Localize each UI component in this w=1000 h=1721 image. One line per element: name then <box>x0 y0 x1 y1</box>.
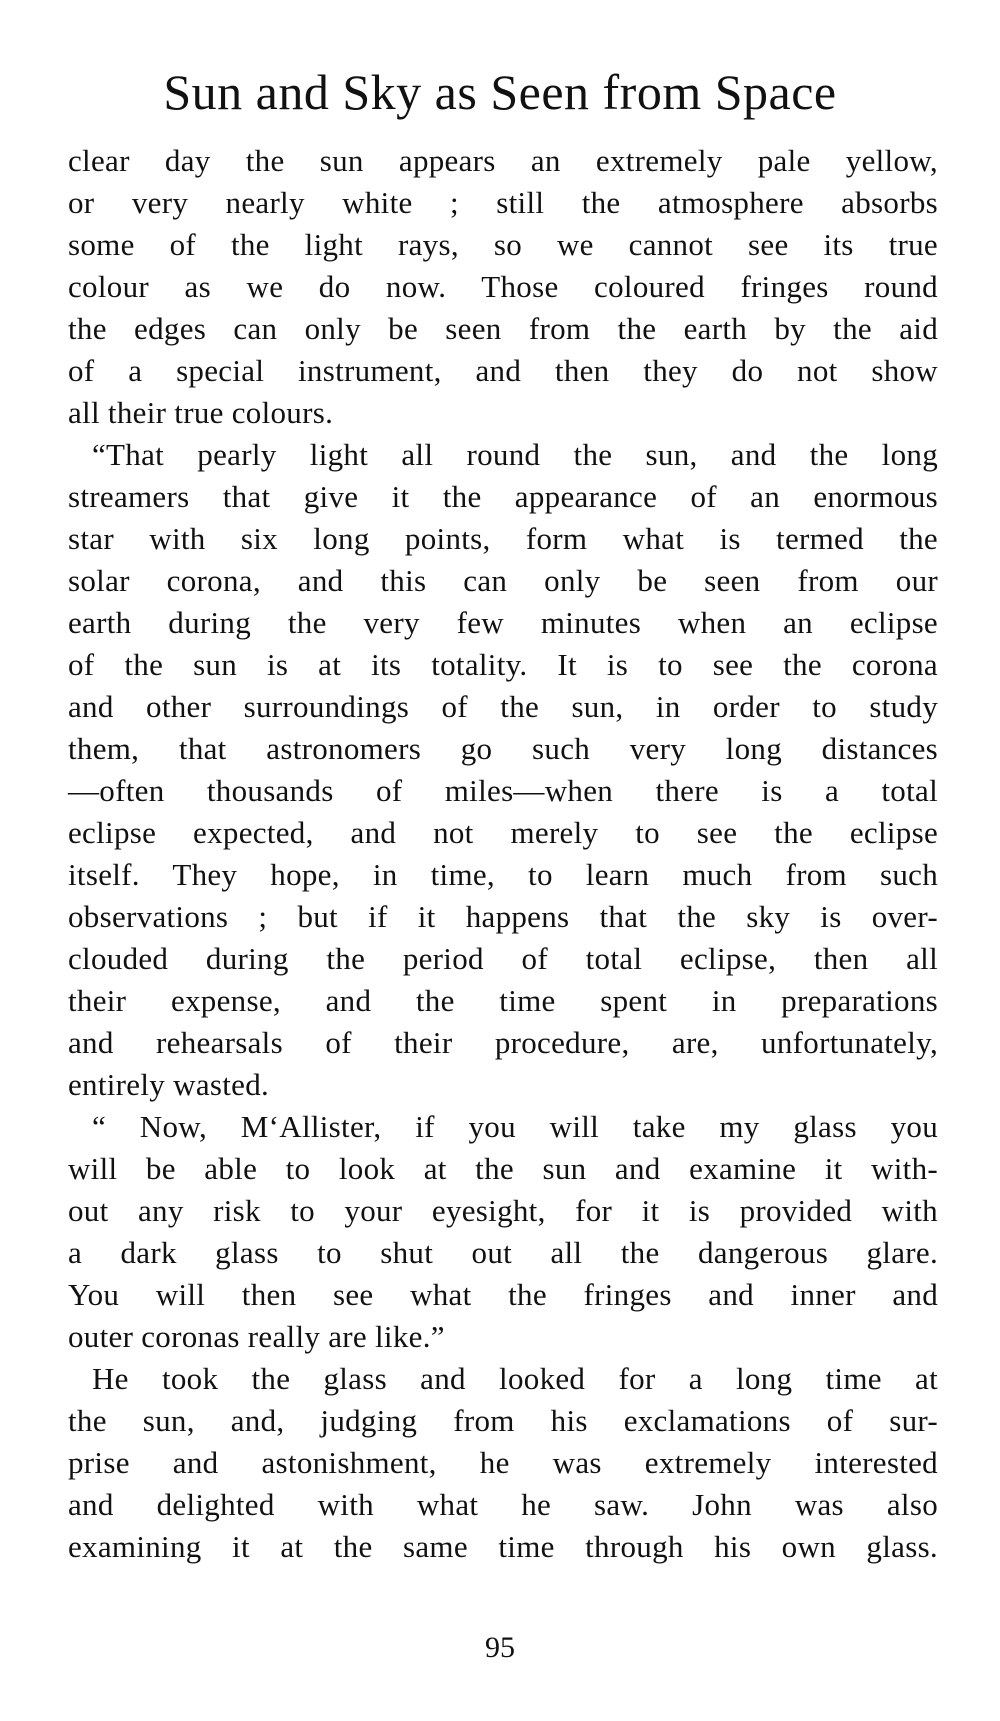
text-line: He took the glass and looked for a long time at <box>92 1361 938 1396</box>
running-head: Sun and Sky as Seen from Space <box>163 64 837 120</box>
text-line: eclipse expected, and not merely to see the eclipse <box>68 815 938 850</box>
text-line: “ Now, M‘Allister, if you will take my glass you <box>92 1109 938 1144</box>
text-line: You will then see what the fringes and inner and <box>68 1277 938 1312</box>
paragraph <box>68 1358 938 1568</box>
text-line: earth during the very few minutes when an eclipse <box>68 605 938 640</box>
text-line: itself. They hope, in time, to learn much from such <box>68 857 938 892</box>
text-line: the sun, and, judging from his exclamations of sur- <box>68 1403 938 1438</box>
paragraph <box>68 1106 938 1358</box>
text-line: star with six long points, form what is termed the <box>68 521 938 556</box>
text-line: examining it at the same time through his own glass. <box>68 1529 938 1564</box>
text-line: all their true colours. <box>68 395 334 430</box>
text-line: the edges can only be seen from the earth by the aid <box>68 311 938 346</box>
paragraph <box>68 140 938 434</box>
text-line: of the sun is at its totality. It is to see the corona <box>68 647 938 682</box>
text-line: prise and astonishment, he was extremely interested <box>68 1445 938 1480</box>
text-line: their expense, and the time spent in preparations <box>68 983 938 1018</box>
text-line: or very nearly white ; still the atmosphere absorbs <box>68 185 938 220</box>
text-line: clear day the sun appears an extremely pale yellow, <box>68 143 938 178</box>
text-line: of a special instrument, and then they do not show <box>68 353 938 388</box>
text-line: some of the light rays, so we cannot see its true <box>68 227 938 262</box>
text-line: streamers that give it the appearance of an enormous <box>68 479 938 514</box>
paragraph <box>68 434 938 1106</box>
text-line: observations ; but if it happens that the sky is over- <box>68 899 938 934</box>
text-line: and rehearsals of their procedure, are, unfortunately, <box>68 1025 938 1060</box>
text-line: outer coronas really are like.” <box>68 1319 445 1354</box>
text-line: entirely wasted. <box>68 1067 270 1102</box>
body-text <box>68 140 938 1568</box>
text-line: them, that astronomers go such very long distances <box>68 731 938 766</box>
text-line: colour as we do now. Those coloured fringes round <box>68 269 938 304</box>
text-line: a dark glass to shut out all the dangerous glare. <box>68 1235 938 1270</box>
text-line: and other surroundings of the sun, in order to study <box>68 689 938 724</box>
text-line: —often thousands of miles—when there is a total <box>68 773 938 808</box>
text-line: solar corona, and this can only be seen from our <box>68 563 938 598</box>
text-line: out any risk to your eyesight, for it is provided with <box>68 1193 938 1228</box>
text-line: “That pearly light all round the sun, and the long <box>92 437 938 472</box>
page-number: 95 <box>485 1631 515 1664</box>
text-line: clouded during the period of total eclipse, then all <box>68 941 938 976</box>
text-line: will be able to look at the sun and examine it with- <box>68 1151 938 1186</box>
text-line: and delighted with what he saw. John was also <box>68 1487 938 1522</box>
